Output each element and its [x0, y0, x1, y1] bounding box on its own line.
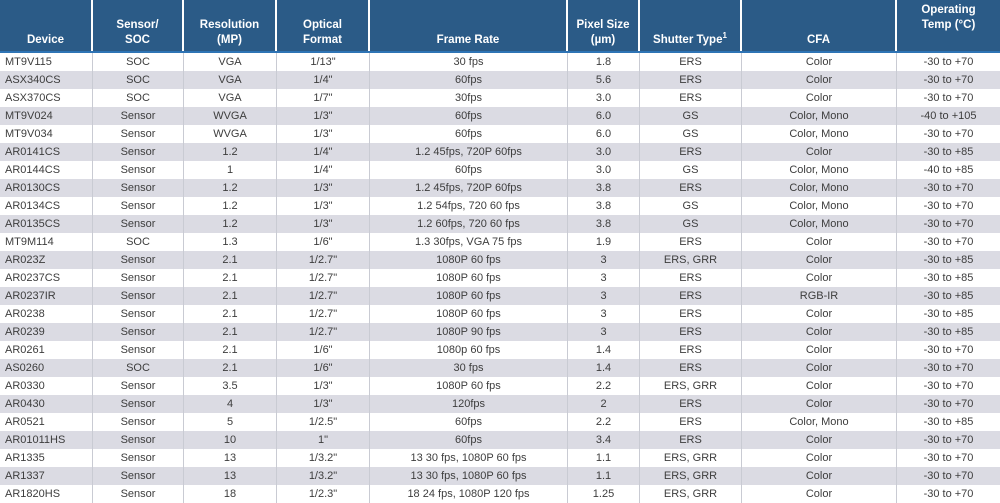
- cell-operating-temp: -30 to +70: [923, 218, 974, 230]
- cell-pixel-size: 5.6: [568, 71, 640, 89]
- cell-optical-format: 1/13": [277, 53, 370, 71]
- cell-frame-rate: 1080P 60 fps: [370, 305, 568, 323]
- header-row: [0, 0, 1000, 53]
- column-header-label: Resolution: [199, 19, 260, 31]
- cell-operating-temp: -30 to +85: [923, 272, 974, 284]
- cell-resolution: 4: [184, 395, 277, 413]
- column-header-label: CFA: [807, 34, 830, 46]
- cell-operating-temp: -30 to +85: [923, 290, 974, 302]
- cell-resolution: 1: [184, 161, 277, 179]
- table-row: [0, 359, 1000, 377]
- cell-device: AR0135CS: [0, 215, 93, 233]
- cell-frame-rate: 30 fps: [370, 53, 568, 71]
- cell-optical-format: 1/4": [277, 161, 370, 179]
- cell-device: AR0237CS: [0, 269, 93, 287]
- column-header-cfa: [742, 0, 897, 51]
- cell-frame-rate: 1.2 45fps, 720P 60fps: [370, 143, 568, 161]
- cell-pixel-size: 1.1: [568, 449, 640, 467]
- cell-sensor-soc: Sensor: [93, 431, 184, 449]
- cell-pixel-size: 1.9: [568, 233, 640, 251]
- cell-frame-rate: 60fps: [370, 413, 568, 431]
- cell-operating-temp: -30 to +70: [923, 200, 974, 212]
- cell-frame-rate: 1080P 60 fps: [370, 377, 568, 395]
- cell-operating-temp: -30 to +85: [923, 326, 974, 338]
- table-row: [0, 323, 1000, 341]
- cell-sensor-soc: Sensor: [93, 179, 184, 197]
- cell-device: AR0430: [0, 395, 93, 413]
- column-header-operating-temp: [897, 0, 1000, 51]
- cell-shutter-type: ERS: [640, 431, 742, 449]
- cell-optical-format: 1/4": [277, 143, 370, 161]
- cell-operating-temp: -30 to +70: [923, 92, 974, 104]
- cell-optical-format: 1/2.5": [277, 413, 370, 431]
- cell-operating-temp: -30 to +70: [923, 182, 974, 194]
- table-row: [0, 269, 1000, 287]
- column-header-label: SOC: [125, 34, 150, 46]
- cell-shutter-type: GS: [640, 161, 742, 179]
- cell-sensor-soc: Sensor: [93, 161, 184, 179]
- cell-pixel-size: 2.2: [568, 377, 640, 395]
- column-header-label: (µm): [590, 34, 616, 46]
- table-row: [0, 377, 1000, 395]
- cell-pixel-size: 1.4: [568, 359, 640, 377]
- cell-operating-temp: -30 to +70: [923, 452, 974, 464]
- cell-optical-format: 1/3": [277, 179, 370, 197]
- cell-device: AR1335: [0, 449, 93, 467]
- cell-device: AR023Z: [0, 251, 93, 269]
- cell-frame-rate: 18 24 fps, 1080P 120 fps: [370, 485, 568, 503]
- cell-device: MT9V024: [0, 107, 93, 125]
- cell-operating-temp: -30 to +70: [923, 434, 974, 446]
- table-row: [0, 143, 1000, 161]
- column-header-shutter-type: [640, 0, 742, 51]
- cell-pixel-size: 3.0: [568, 89, 640, 107]
- cell-cfa: Color: [742, 89, 897, 107]
- table-row: [0, 89, 1000, 107]
- cell-operating-temp: -40 to +85: [923, 164, 974, 176]
- table-row: [0, 305, 1000, 323]
- cell-resolution: 2.1: [184, 359, 277, 377]
- cell-shutter-type: ERS: [640, 341, 742, 359]
- cell-resolution: 5: [184, 413, 277, 431]
- cell-cfa: Color: [742, 467, 897, 485]
- table-row: [0, 449, 1000, 467]
- cell-optical-format: 1/6": [277, 359, 370, 377]
- cell-optical-format: 1/2.7": [277, 323, 370, 341]
- table-row: [0, 413, 1000, 431]
- cell-pixel-size: 3.8: [568, 179, 640, 197]
- column-header-label: Format: [303, 34, 342, 46]
- cell-operating-temp: -30 to +70: [923, 488, 974, 500]
- cell-pixel-size: 3.8: [568, 215, 640, 233]
- cell-device: AR0144CS: [0, 161, 93, 179]
- table-row: [0, 467, 1000, 485]
- cell-device: AR0134CS: [0, 197, 93, 215]
- cell-sensor-soc: Sensor: [93, 413, 184, 431]
- cell-optical-format: 1/3.2": [277, 449, 370, 467]
- cell-cfa: Color, Mono: [742, 215, 897, 233]
- cell-optical-format: 1/3": [277, 395, 370, 413]
- cell-shutter-type: ERS, GRR: [640, 449, 742, 467]
- column-header-device: [0, 0, 93, 51]
- cell-optical-format: 1/3": [277, 125, 370, 143]
- cell-pixel-size: 3: [568, 323, 640, 341]
- cell-operating-temp: -30 to +70: [923, 380, 974, 392]
- cell-resolution: 1.3: [184, 233, 277, 251]
- cell-optical-format: 1/3": [277, 107, 370, 125]
- cell-cfa: Color: [742, 269, 897, 287]
- cell-device: AR1337: [0, 467, 93, 485]
- column-header-label: Device: [26, 34, 65, 46]
- cell-operating-temp: -30 to +70: [923, 470, 974, 482]
- cell-pixel-size: 3.8: [568, 197, 640, 215]
- column-header-label: Temp (°C): [921, 19, 976, 31]
- cell-optical-format: 1/2.7": [277, 251, 370, 269]
- cell-cfa: Color: [742, 323, 897, 341]
- table-row: [0, 107, 1000, 125]
- column-header-label: Pixel Size: [576, 19, 630, 31]
- cell-sensor-soc: Sensor: [93, 485, 184, 503]
- cell-frame-rate: 1.2 45fps, 720P 60fps: [370, 179, 568, 197]
- cell-pixel-size: 3: [568, 287, 640, 305]
- cell-frame-rate: 60fps: [370, 161, 568, 179]
- cell-shutter-type: ERS: [640, 323, 742, 341]
- column-header-label: Frame Rate: [436, 34, 500, 46]
- table-row: [0, 287, 1000, 305]
- column-header-label: Operating: [921, 4, 976, 16]
- cell-frame-rate: 1080p 60 fps: [370, 341, 568, 359]
- cell-optical-format: 1/3": [277, 377, 370, 395]
- cell-sensor-soc: Sensor: [93, 449, 184, 467]
- cell-cfa: Color: [742, 71, 897, 89]
- cell-operating-temp: -30 to +70: [923, 362, 974, 374]
- cell-device: AR0130CS: [0, 179, 93, 197]
- cell-cfa: Color, Mono: [742, 197, 897, 215]
- cell-frame-rate: 1080P 60 fps: [370, 251, 568, 269]
- cell-shutter-type: ERS: [640, 359, 742, 377]
- cell-sensor-soc: Sensor: [93, 215, 184, 233]
- cell-resolution: 2.1: [184, 341, 277, 359]
- cell-cfa: Color: [742, 485, 897, 503]
- cell-sensor-soc: Sensor: [93, 467, 184, 485]
- cell-operating-temp: -30 to +70: [923, 344, 974, 356]
- cell-sensor-soc: Sensor: [93, 107, 184, 125]
- cell-shutter-type: ERS: [640, 179, 742, 197]
- cell-pixel-size: 3: [568, 305, 640, 323]
- cell-frame-rate: 13 30 fps, 1080P 60 fps: [370, 449, 568, 467]
- cell-pixel-size: 6.0: [568, 107, 640, 125]
- cell-resolution: WVGA: [184, 107, 277, 125]
- table-row: [0, 215, 1000, 233]
- cell-sensor-soc: Sensor: [93, 143, 184, 161]
- cell-resolution: WVGA: [184, 125, 277, 143]
- cell-cfa: Color, Mono: [742, 179, 897, 197]
- cell-optical-format: 1/2.7": [277, 305, 370, 323]
- cell-shutter-type: ERS: [640, 395, 742, 413]
- cell-resolution: 1.2: [184, 215, 277, 233]
- table-body: [0, 53, 1000, 503]
- table-row: [0, 179, 1000, 197]
- cell-sensor-soc: SOC: [93, 359, 184, 377]
- cell-sensor-soc: Sensor: [93, 341, 184, 359]
- column-header-label: (MP): [217, 34, 242, 46]
- cell-sensor-soc: Sensor: [93, 323, 184, 341]
- cell-resolution: 2.1: [184, 269, 277, 287]
- table-row: [0, 197, 1000, 215]
- cell-device: MT9V115: [0, 53, 93, 71]
- cell-shutter-type: GS: [640, 197, 742, 215]
- cell-pixel-size: 1.4: [568, 341, 640, 359]
- cell-device: MT9V034: [0, 125, 93, 143]
- table-row: [0, 233, 1000, 251]
- cell-device: AR0238: [0, 305, 93, 323]
- cell-frame-rate: 60fps: [370, 107, 568, 125]
- cell-operating-temp: -30 to +70: [923, 236, 974, 248]
- cell-cfa: Color: [742, 53, 897, 71]
- cell-shutter-type: ERS: [640, 71, 742, 89]
- cell-shutter-type: ERS, GRR: [640, 485, 742, 503]
- cell-frame-rate: 60fps: [370, 71, 568, 89]
- cell-frame-rate: 120fps: [370, 395, 568, 413]
- cell-frame-rate: 60fps: [370, 125, 568, 143]
- cell-frame-rate: 13 30 fps, 1080P 60 fps: [370, 467, 568, 485]
- cell-frame-rate: 30 fps: [370, 359, 568, 377]
- cell-pixel-size: 1.1: [568, 467, 640, 485]
- cell-operating-temp: -30 to +70: [923, 56, 974, 68]
- cell-pixel-size: 3: [568, 251, 640, 269]
- cell-device: AR01011HS: [0, 431, 93, 449]
- cell-frame-rate: 1.2 60fps, 720 60 fps: [370, 215, 568, 233]
- cell-sensor-soc: SOC: [93, 233, 184, 251]
- cell-pixel-size: 3.4: [568, 431, 640, 449]
- table-row: [0, 125, 1000, 143]
- cell-device: AR0261: [0, 341, 93, 359]
- cell-shutter-type: ERS: [640, 53, 742, 71]
- cell-operating-temp: -30 to +85: [923, 254, 974, 266]
- cell-frame-rate: 1.3 30fps, VGA 75 fps: [370, 233, 568, 251]
- table-row: [0, 431, 1000, 449]
- cell-frame-rate: 1080P 60 fps: [370, 269, 568, 287]
- cell-device: AR0239: [0, 323, 93, 341]
- cell-cfa: RGB-IR: [742, 287, 897, 305]
- cell-pixel-size: 6.0: [568, 125, 640, 143]
- cell-operating-temp: -30 to +85: [923, 146, 974, 158]
- cell-device: AR0330: [0, 377, 93, 395]
- cell-shutter-type: ERS: [640, 305, 742, 323]
- cell-shutter-type: ERS: [640, 413, 742, 431]
- cell-sensor-soc: Sensor: [93, 377, 184, 395]
- column-header-label: Shutter Type$^1$: [653, 31, 727, 46]
- column-header-resolution: [184, 0, 277, 51]
- cell-sensor-soc: Sensor: [93, 197, 184, 215]
- cell-resolution: 13: [184, 467, 277, 485]
- cell-operating-temp: -30 to +70: [923, 128, 974, 140]
- cell-device: MT9M114: [0, 233, 93, 251]
- column-header-pixel-size: [568, 0, 640, 51]
- table-row: [0, 395, 1000, 413]
- column-header-sensor-soc: [93, 0, 184, 51]
- cell-sensor-soc: Sensor: [93, 269, 184, 287]
- cell-optical-format: 1/6": [277, 233, 370, 251]
- cell-sensor-soc: SOC: [93, 89, 184, 107]
- cell-resolution: 10: [184, 431, 277, 449]
- cell-optical-format: 1/3": [277, 197, 370, 215]
- cell-shutter-type: ERS: [640, 233, 742, 251]
- cell-cfa: Color: [742, 395, 897, 413]
- cell-cfa: Color: [742, 359, 897, 377]
- cell-cfa: Color, Mono: [742, 107, 897, 125]
- cell-operating-temp: -30 to +85: [923, 416, 974, 428]
- cell-pixel-size: 3: [568, 269, 640, 287]
- column-header-label: Sensor/: [116, 19, 159, 31]
- cell-shutter-type: ERS, GRR: [640, 377, 742, 395]
- cell-resolution: 1.2: [184, 179, 277, 197]
- cell-sensor-soc: Sensor: [93, 125, 184, 143]
- cell-sensor-soc: Sensor: [93, 251, 184, 269]
- cell-cfa: Color, Mono: [742, 161, 897, 179]
- cell-cfa: Color: [742, 449, 897, 467]
- cell-device: ASX340CS: [0, 71, 93, 89]
- cell-sensor-soc: SOC: [93, 71, 184, 89]
- cell-pixel-size: 2.2: [568, 413, 640, 431]
- cell-frame-rate: 30fps: [370, 89, 568, 107]
- cell-cfa: Color: [742, 377, 897, 395]
- cell-shutter-type: ERS: [640, 143, 742, 161]
- cell-cfa: Color: [742, 143, 897, 161]
- cell-resolution: 1.2: [184, 143, 277, 161]
- cell-resolution: VGA: [184, 71, 277, 89]
- cell-cfa: Color: [742, 341, 897, 359]
- cell-optical-format: 1/2.7": [277, 287, 370, 305]
- footnote-marker: 1: [722, 31, 727, 41]
- cell-resolution: 18: [184, 485, 277, 503]
- cell-shutter-type: GS: [640, 215, 742, 233]
- cell-optical-format: 1": [277, 431, 370, 449]
- table-row: [0, 341, 1000, 359]
- cell-frame-rate: 1080P 90 fps: [370, 323, 568, 341]
- cell-resolution: 2.1: [184, 305, 277, 323]
- cell-pixel-size: 1.25: [568, 485, 640, 503]
- cell-pixel-size: 1.8: [568, 53, 640, 71]
- cell-sensor-soc: Sensor: [93, 395, 184, 413]
- cell-operating-temp: -40 to +105: [920, 110, 977, 122]
- cell-device: AR0237IR: [0, 287, 93, 305]
- column-header-frame-rate: [370, 0, 568, 51]
- cell-cfa: Color: [742, 431, 897, 449]
- cell-optical-format: 1/2.3": [277, 485, 370, 503]
- cell-resolution: 1.2: [184, 197, 277, 215]
- cell-optical-format: 1/6": [277, 341, 370, 359]
- cell-sensor-soc: SOC: [93, 53, 184, 71]
- cell-operating-temp: -30 to +85: [923, 308, 974, 320]
- cell-resolution: 2.1: [184, 323, 277, 341]
- table-row: [0, 71, 1000, 89]
- cell-optical-format: 1/7": [277, 89, 370, 107]
- cell-frame-rate: 1.2 54fps, 720 60 fps: [370, 197, 568, 215]
- cell-cfa: Color: [742, 233, 897, 251]
- cell-device: AR0521: [0, 413, 93, 431]
- cell-resolution: VGA: [184, 53, 277, 71]
- cell-frame-rate: 1080P 60 fps: [370, 287, 568, 305]
- cell-device: AS0260: [0, 359, 93, 377]
- cell-shutter-type: ERS: [640, 287, 742, 305]
- cell-frame-rate: 60fps: [370, 431, 568, 449]
- cell-cfa: Color, Mono: [742, 413, 897, 431]
- cell-shutter-type: GS: [640, 107, 742, 125]
- cell-pixel-size: 3.0: [568, 143, 640, 161]
- cell-resolution: 2.1: [184, 287, 277, 305]
- table-row: [0, 161, 1000, 179]
- cell-resolution: 3.5: [184, 377, 277, 395]
- cell-resolution: 2.1: [184, 251, 277, 269]
- cell-cfa: Color: [742, 305, 897, 323]
- cell-optical-format: 1/3": [277, 215, 370, 233]
- cell-resolution: VGA: [184, 89, 277, 107]
- cell-resolution: 13: [184, 449, 277, 467]
- cell-optical-format: 1/2.7": [277, 269, 370, 287]
- cell-device: AR0141CS: [0, 143, 93, 161]
- table-row: [0, 485, 1000, 503]
- cell-device: ASX370CS: [0, 89, 93, 107]
- cell-shutter-type: GS: [640, 125, 742, 143]
- cell-shutter-type: ERS, GRR: [640, 467, 742, 485]
- cell-device: AR1820HS: [0, 485, 93, 503]
- column-header-label: Optical: [303, 19, 342, 31]
- cell-sensor-soc: Sensor: [93, 287, 184, 305]
- table-row: [0, 53, 1000, 71]
- cell-cfa: Color, Mono: [742, 125, 897, 143]
- cell-optical-format: 1/4": [277, 71, 370, 89]
- cell-shutter-type: ERS: [640, 269, 742, 287]
- cell-cfa: Color: [742, 251, 897, 269]
- cell-shutter-type: ERS, GRR: [640, 251, 742, 269]
- cell-pixel-size: 2: [568, 395, 640, 413]
- column-header-optical-format: [277, 0, 370, 51]
- cell-shutter-type: ERS: [640, 89, 742, 107]
- cell-operating-temp: -30 to +70: [923, 398, 974, 410]
- cell-operating-temp: -30 to +70: [923, 74, 974, 86]
- cell-optical-format: 1/3.2": [277, 467, 370, 485]
- table-row: [0, 251, 1000, 269]
- cell-sensor-soc: Sensor: [93, 305, 184, 323]
- cell-pixel-size: 3.0: [568, 161, 640, 179]
